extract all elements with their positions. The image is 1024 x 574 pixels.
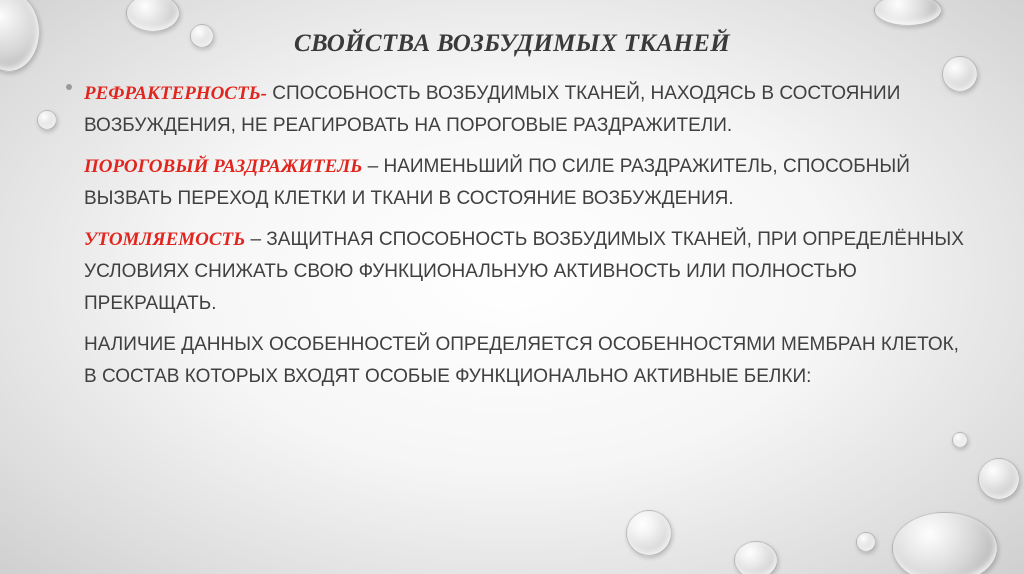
paragraph-refractoriness — [84, 78, 964, 142]
water-drop-decoration — [952, 432, 968, 448]
term-threshold-stimulus: ПОРОГОВЫЙ РАЗДРАЖИТЕЛЬ — [84, 156, 363, 177]
definition-threshold-stimulus: – НАИМЕНЬШИЙ ПО СИЛЕ РАЗДРАЖИТЕЛЬ, СПОСОБНЫЙ ВЫЗВАТЬ ПЕРЕХОД КЛЕТКИ И ТКАНИ В СОСТОЯНИЕ ВОЗБУЖДЕНИЯ. — [84, 156, 910, 209]
water-drop-decoration — [874, 0, 942, 26]
paragraph-threshold-stimulus — [84, 151, 964, 215]
term-fatigability: УТОМЛЯЕМОСТЬ — [84, 229, 246, 250]
definition-fatigability: – ЗАЩИТНАЯ СПОСОБНОСТЬ ВОЗБУДИМЫХ ТКАНЕЙ, ПРИ ОПРЕДЕЛЁННЫХ УСЛОВИЯХ СНИЖАТЬ СВОЮ ФУНКЦИОНАЛЬНУЮ АКТИВНОСТЬ ИЛИ ПОЛНОСТЬЮ ПРЕКРАЩАТЬ. — [84, 229, 964, 314]
paragraph-fatigability — [84, 224, 964, 320]
definition-membrane-proteins: НАЛИЧИЕ ДАННЫХ ОСОБЕННОСТЕЙ ОПРЕДЕЛЯЕТСЯ ОСОБЕННОСТЯМИ МЕМБРАН КЛЕТОК, В СОСТАВ КОТОРЫХ ВХОДЯТ ОСОБЫЕ ФУНКЦИОНАЛЬНО АКТИВНЫЕ БЕЛКИ: — [84, 334, 959, 387]
term-refractoriness: РЕФРАКТЕРНОСТЬ- — [84, 83, 267, 104]
water-drop-decoration — [626, 510, 672, 556]
water-drop-decoration — [856, 532, 876, 552]
water-drop-decoration — [892, 512, 998, 574]
bullet-dot-icon — [66, 84, 72, 90]
water-drop-decoration — [734, 541, 778, 574]
slide-body — [84, 78, 964, 402]
slide-title: СВОЙСТВА ВОЗБУДИМЫХ ТКАНЕЙ — [294, 30, 730, 57]
water-drop-decoration — [978, 458, 1020, 500]
paragraph-membrane-proteins — [84, 329, 964, 393]
water-drop-decoration — [126, 0, 180, 32]
definition-refractoriness: СПОСОБНОСТЬ ВОЗБУДИМЫХ ТКАНЕЙ, НАХОДЯСЬ В СОСТОЯНИИ ВОЗБУЖДЕНИЯ, НЕ РЕАГИРОВАТЬ НА ПОРОГОВЫЕ РАЗДРАЖИТЕЛИ. — [84, 83, 901, 136]
water-drop-decoration — [37, 110, 57, 130]
